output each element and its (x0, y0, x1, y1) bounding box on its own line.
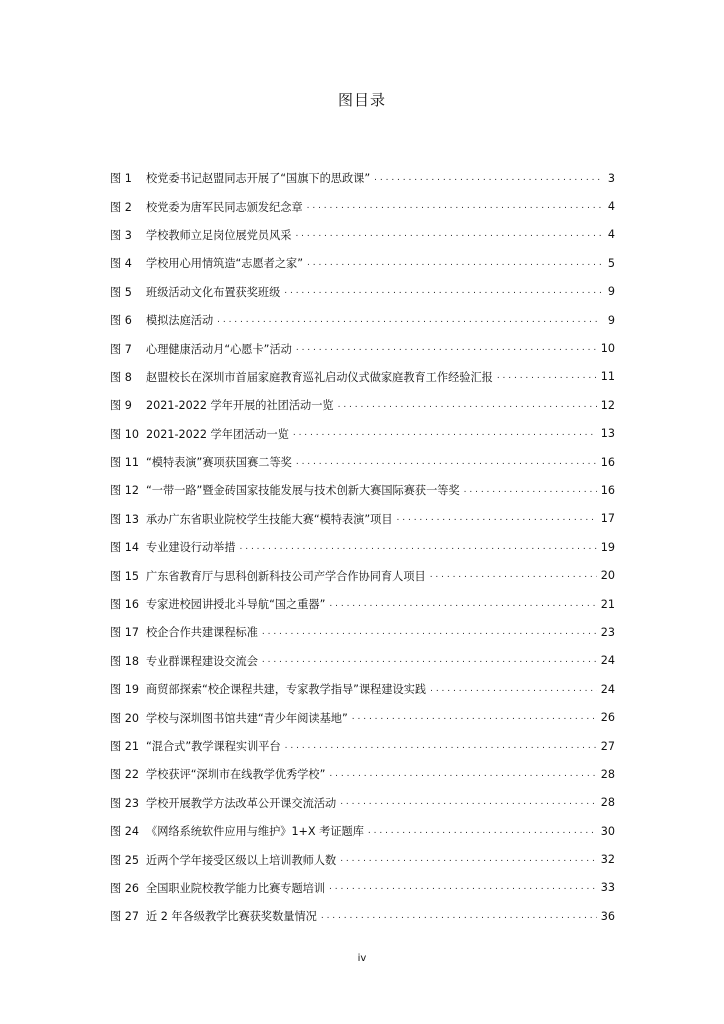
figure-number: 图 5 (110, 285, 132, 299)
dot-leader (295, 230, 601, 239)
page-reference: 4 (607, 228, 615, 242)
toc-entry[interactable] (110, 278, 615, 306)
toc-entry[interactable] (110, 249, 615, 277)
figure-number: 图 11 (110, 456, 139, 470)
dot-leader (329, 770, 596, 779)
figure-number: 图 17 (110, 626, 139, 640)
page-reference: 24 (600, 682, 615, 696)
page-reference: 13 (600, 427, 615, 441)
figure-number: 图 19 (110, 683, 139, 697)
figure-caption: 近两个学年接受区级以上培训教师人数 (146, 853, 337, 867)
figure-number: 图 12 (110, 484, 139, 498)
figure-caption: 模拟法庭活动 (146, 314, 214, 328)
page-reference: 11 (600, 370, 615, 384)
figure-number: 图 26 (110, 881, 139, 895)
dot-leader (464, 486, 597, 495)
figure-caption: 校企合作共建课程标准 (146, 626, 258, 640)
toc-entry[interactable] (110, 533, 615, 561)
figure-number: 图 22 (110, 768, 139, 782)
page-reference: 5 (607, 256, 615, 270)
figure-caption: 学校与深圳图书馆共建“青少年阅读基地” (146, 711, 348, 725)
page-reference: 9 (607, 313, 615, 327)
dot-leader (340, 855, 597, 864)
toc-entry[interactable] (110, 703, 615, 731)
figure-number: 图 24 (110, 825, 139, 839)
figure-number: 图 27 (110, 910, 139, 924)
dot-leader (240, 543, 597, 552)
figure-caption: 专家进校园讲授北斗导航“国之重器” (146, 598, 326, 612)
page-reference: 16 (600, 455, 615, 469)
figure-number: 图 16 (110, 598, 139, 612)
page-reference: 36 (600, 909, 615, 923)
dot-leader (352, 713, 597, 722)
page-reference: 33 (600, 881, 615, 895)
figure-caption: 学校开展教学方法改革公开课交流活动 (146, 796, 337, 810)
page-reference: 28 (600, 796, 615, 810)
page-reference: 17 (600, 512, 615, 526)
page-reference: 26 (600, 711, 615, 725)
figure-list (110, 164, 615, 931)
figure-number: 图 4 (110, 257, 132, 271)
dot-leader (262, 656, 597, 665)
dot-leader (296, 344, 597, 353)
figure-caption: “混合式”教学课程实训平台 (146, 740, 281, 753)
toc-entry[interactable] (110, 334, 615, 362)
figure-caption: 赵盟校长在深圳市首届家庭教育巡礼启动仪式做家庭教育工作经验汇报 (146, 370, 493, 384)
page-reference: 10 (600, 342, 615, 356)
page-title: 图目录 (337, 91, 386, 109)
dot-leader (217, 316, 601, 325)
toc-entry[interactable] (110, 845, 615, 873)
figure-caption: 学校用心用情筑造“志愿者之家” (146, 257, 304, 271)
dot-leader (293, 429, 597, 438)
toc-entry[interactable] (110, 789, 615, 817)
toc-entry[interactable] (110, 505, 615, 533)
page-reference: 19 (600, 540, 615, 554)
toc-entry[interactable] (110, 590, 615, 618)
page-reference: 23 (600, 625, 615, 639)
dot-leader (430, 571, 597, 580)
toc-entry[interactable] (110, 817, 615, 845)
page-reference: 9 (607, 285, 615, 299)
dot-leader (329, 600, 596, 609)
page-reference: 12 (600, 398, 615, 412)
page-reference: 21 (600, 597, 615, 611)
toc-entry[interactable] (110, 647, 615, 675)
figure-number: 图 3 (110, 228, 132, 242)
figure-number: 图 20 (110, 711, 139, 725)
dot-leader (262, 628, 597, 637)
toc-entry[interactable] (110, 363, 615, 391)
figure-number: 图 10 (110, 427, 139, 441)
toc-entry[interactable] (110, 448, 615, 476)
figure-caption: 近 2 年各级教学比赛获奖数量情况 (146, 910, 317, 924)
figure-caption: 2021-2022 学年团活动一览 (146, 427, 289, 441)
toc-entry[interactable] (110, 391, 615, 419)
figure-caption: 专业群课程建设交流会 (146, 654, 258, 668)
figure-caption: 广东省教育厅与思科创新科技公司产学合作协同育人项目 (146, 569, 426, 583)
toc-entry[interactable] (110, 192, 615, 220)
dot-leader (284, 287, 601, 296)
dot-leader (397, 514, 597, 523)
figure-number: 图 13 (110, 512, 139, 526)
toc-entry[interactable] (110, 306, 615, 334)
toc-entry[interactable] (110, 732, 615, 760)
figure-number: 图 18 (110, 654, 139, 668)
toc-entry[interactable] (110, 164, 615, 192)
figure-caption: 学校教师立足岗位展党员风采 (146, 228, 292, 242)
dot-leader (296, 458, 597, 467)
figure-number: 图 15 (110, 569, 139, 583)
toc-entry[interactable] (110, 420, 615, 448)
page-reference: 16 (600, 483, 615, 497)
figure-number: 图 7 (110, 342, 132, 356)
figure-number: 图 6 (110, 314, 132, 328)
figure-caption: 心理健康活动月“心愿卡”活动 (146, 342, 292, 356)
figure-caption: 2021-2022 学年开展的社团活动一览 (146, 399, 334, 413)
figure-number: 图 21 (110, 740, 139, 753)
dot-leader (321, 912, 597, 921)
toc-entry[interactable] (110, 874, 615, 902)
figure-number: 图 14 (110, 541, 139, 555)
figure-caption: “模特表演”赛项获国赛二等奖 (146, 456, 292, 470)
dot-leader (307, 259, 601, 268)
toc-entry[interactable] (110, 221, 615, 249)
toc-entry[interactable] (110, 675, 615, 703)
figure-number: 图 1 (110, 172, 132, 186)
figure-number: 图 25 (110, 853, 139, 867)
figure-caption: 校党委为唐军民同志颁发纪念章 (146, 200, 303, 214)
figure-caption: 商贸部探索“校企课程共建，专家教学指导”课程建设实践 (146, 683, 427, 697)
toc-entry[interactable] (110, 902, 615, 930)
figure-number: 图 23 (110, 796, 139, 810)
figure-caption: 学校获评“深圳市在线教学优秀学校” (146, 768, 326, 782)
page-number: iv (357, 953, 367, 964)
page-reference: 27 (600, 739, 615, 753)
figure-number: 图 8 (110, 370, 132, 384)
dot-leader (329, 883, 597, 892)
page-reference: 32 (600, 853, 615, 867)
dot-leader (285, 742, 597, 751)
dot-leader (307, 202, 601, 211)
page-reference: 24 (600, 654, 615, 668)
page-reference: 20 (600, 569, 615, 583)
figure-caption: 全国职业院校教学能力比赛专题培训 (146, 881, 326, 895)
dot-leader (338, 401, 597, 410)
figure-caption: 班级活动文化布置获奖班级 (146, 285, 281, 299)
figure-caption: 校党委书记赵盟同志开展了“国旗下的思政课” (146, 172, 371, 186)
dot-leader (430, 685, 597, 694)
toc-entry[interactable] (110, 618, 615, 646)
toc-entry[interactable] (110, 760, 615, 788)
figure-number: 图 9 (110, 399, 132, 413)
page-reference: 3 (607, 171, 615, 185)
page-reference: 28 (600, 767, 615, 781)
dot-leader (374, 174, 601, 183)
dot-leader (340, 798, 597, 807)
dot-leader (368, 827, 597, 836)
figure-number: 图 2 (110, 200, 132, 214)
figure-caption: 专业建设行动举措 (146, 541, 236, 555)
page-reference: 4 (607, 200, 615, 214)
figure-caption: 《网络系统软件应用与维护》1+X 考证题库 (146, 825, 364, 839)
toc-entry[interactable] (110, 476, 615, 504)
dot-leader (497, 372, 597, 381)
figure-caption: 承办广东省职业院校学生技能大赛“模特表演”项目 (146, 512, 393, 526)
figure-caption: “一带一路”暨金砖国家技能发展与技术创新大赛国际赛获一等奖 (146, 484, 460, 498)
toc-entry[interactable] (110, 561, 615, 589)
page-reference: 30 (600, 824, 615, 838)
